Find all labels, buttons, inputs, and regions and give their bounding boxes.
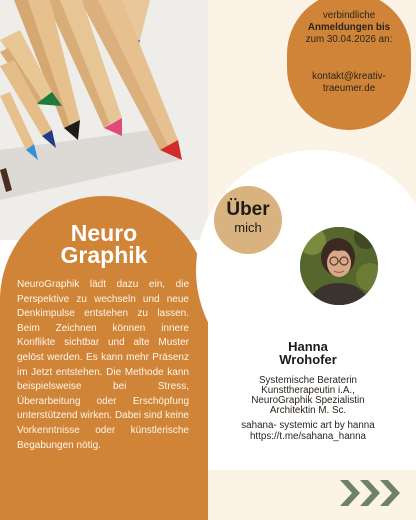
chevron-right-icon [340,480,360,506]
social-link[interactable]: https://t.me/sahana_hanna [249,431,366,442]
info-line-2: Anmeldungen bis [307,22,391,33]
chevron-right-icon [360,480,380,506]
person-first-name: Hanna [288,339,328,354]
role-line: Architektin M. Sc. [269,405,347,416]
contact-email-line-2: traeumer.de [322,83,376,94]
info-line-1: verbindliche [322,10,376,21]
person-last-name: Wrohofer [279,352,337,367]
card-title-line2: Graphik [60,242,148,268]
chevron-right-icon [380,480,400,506]
decorative-arrows [340,478,404,513]
role-line: Kunsttherapeutin i.A., [261,385,355,396]
role-line: NeuroGraphik Spezialistin [251,395,365,406]
portrait-photo [300,227,378,305]
about-word-1: Über [226,199,270,220]
about-word-2: mich [234,220,262,235]
info-line-3: zum 30.04.2026 an: [305,34,393,45]
role-line: Systemische Beraterin [258,375,357,386]
social-handle: sahana- systemic art by hanna [241,420,375,431]
card-title-line1: Neuro [70,220,138,246]
card-description: NeuroGraphik lädt dazu ein, die Perspektive zu wechseln und neue Denkimpulse entstehen zu lassen. Beim Zeichnen können innere Konflikte sichtbar und alte Muster gelöst werden. Es kann mehr Präsenz im Jetzt entstehen. Die Methode kann beispielsweise bei Stress, Überarbeitung oder Erschöpfung unterstützend wirken. Dabei sind keine Vorkenntnisse oder künstlerische Begabungen nötig. [17,279,189,451]
contact-email-line-1: kontakt@kreativ- [312,71,386,82]
